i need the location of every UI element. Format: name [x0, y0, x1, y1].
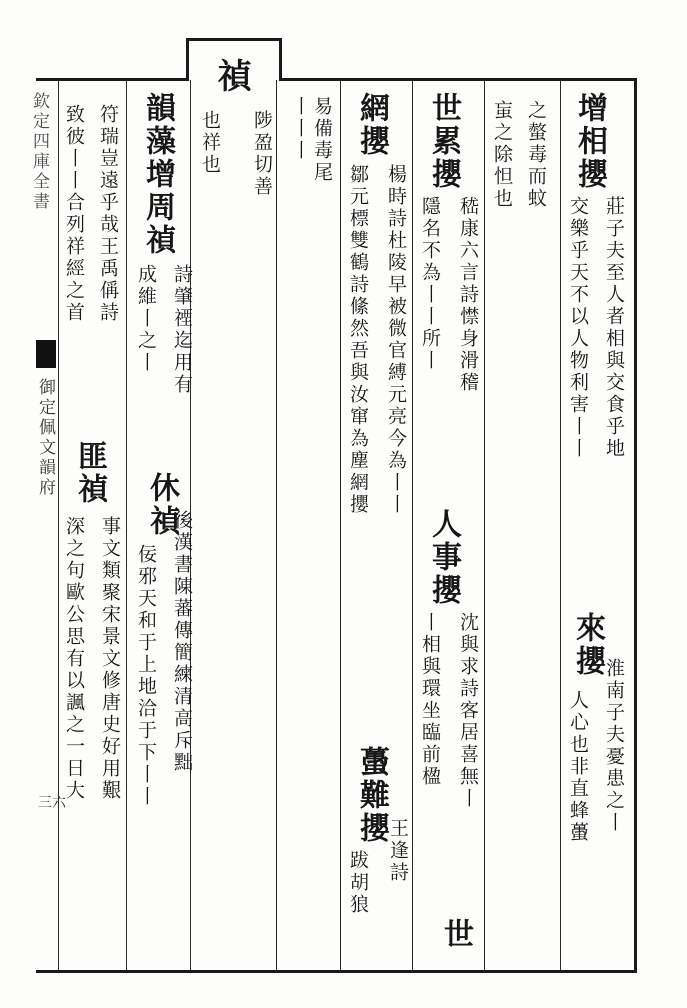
column-rule — [560, 80, 561, 970]
text-column: 隱名不為丨丨所丨 — [419, 196, 441, 372]
entry-heading: 休禎 — [144, 472, 179, 538]
entry-heading: 人事攖 — [426, 508, 461, 607]
top-border-right — [279, 78, 637, 81]
entry-heading: 匪禎 — [72, 440, 107, 506]
text-column: 丨丨丨 — [289, 96, 311, 162]
page-number: 三六 — [38, 795, 66, 811]
text-column: 後漢書陳蕃傳簡練清高斥黜 — [171, 510, 193, 774]
entry-heading: 世累攖 — [426, 92, 461, 191]
entry-heading: 韻藻增周禎 — [140, 92, 175, 257]
text-column: 王逢詩 — [387, 818, 409, 884]
text-column: 嵇康六言詩㦗身滑稽 — [457, 196, 479, 394]
headword-zhen: 禎 — [211, 58, 251, 94]
header-tab-top — [186, 38, 282, 41]
text-column: 人心也非直蜂蠆 — [567, 690, 589, 844]
text-column: 深之句歐公思有以諷之一日大 — [63, 516, 85, 802]
text-column: 符瑞豈遠乎哉王禹偁詩 — [97, 104, 119, 324]
text-column: 致彼丨丨合列祥經之首 — [63, 104, 85, 324]
text-column: 跋胡狼 — [347, 850, 369, 916]
entry-heading: 蠆難攖 — [354, 746, 389, 845]
book-title: 御定佩文韻府 — [35, 378, 55, 498]
text-column: 鄒元標雙鶴詩絛然吾與汝窜為塵網攖 — [347, 164, 369, 516]
text-column: 成維丨之丨 — [135, 264, 157, 374]
text-column: 事文類聚宋景文修唐史好用艱 — [99, 516, 121, 802]
entry-heading: 來攖 — [570, 612, 605, 678]
bottom-border — [36, 970, 637, 973]
column-rule — [340, 80, 341, 970]
definition-line: 也祥也 — [199, 110, 221, 176]
text-column: 沈與求詩客居喜無丨 — [457, 612, 479, 810]
entry-heading: 增相攖 — [572, 92, 607, 191]
column-rule — [276, 80, 277, 970]
text-column: 詩肇禋迄用有 — [171, 264, 193, 396]
text-column: 易備毒尾 — [311, 96, 333, 184]
right-border — [634, 78, 637, 973]
worn-series-title: 欽定四庫全書 — [29, 92, 49, 212]
entry-heading: 世 — [438, 918, 473, 951]
header-tab-left — [186, 38, 189, 81]
text-column: 䖟之除怛也 — [491, 100, 513, 210]
column-rule — [484, 80, 485, 970]
text-column: 佞邪天和于上地洽于下丨丨 — [135, 544, 157, 808]
fish-tail-mark — [36, 340, 56, 368]
text-column: 淮南子夫憂患之丨 — [603, 658, 625, 834]
pronunciation-line: 陟盈切善 — [251, 110, 273, 198]
column-rule — [126, 80, 127, 970]
header-tab-right — [279, 38, 282, 81]
column-rule — [58, 80, 59, 970]
text-column: 丨相與環坐臨前楹 — [419, 612, 441, 788]
column-rule — [412, 80, 413, 970]
text-column: 交樂乎天不以人物利害丨丨 — [567, 196, 589, 460]
entry-heading: 網攖 — [354, 92, 389, 158]
text-column: 之螫毒而蚊 — [525, 100, 547, 210]
text-column: 莊子夫至人者相與交食乎地 — [603, 196, 625, 460]
text-column: 楊時詩杜陵早被微官縛元亮今為丨丨 — [385, 164, 407, 516]
